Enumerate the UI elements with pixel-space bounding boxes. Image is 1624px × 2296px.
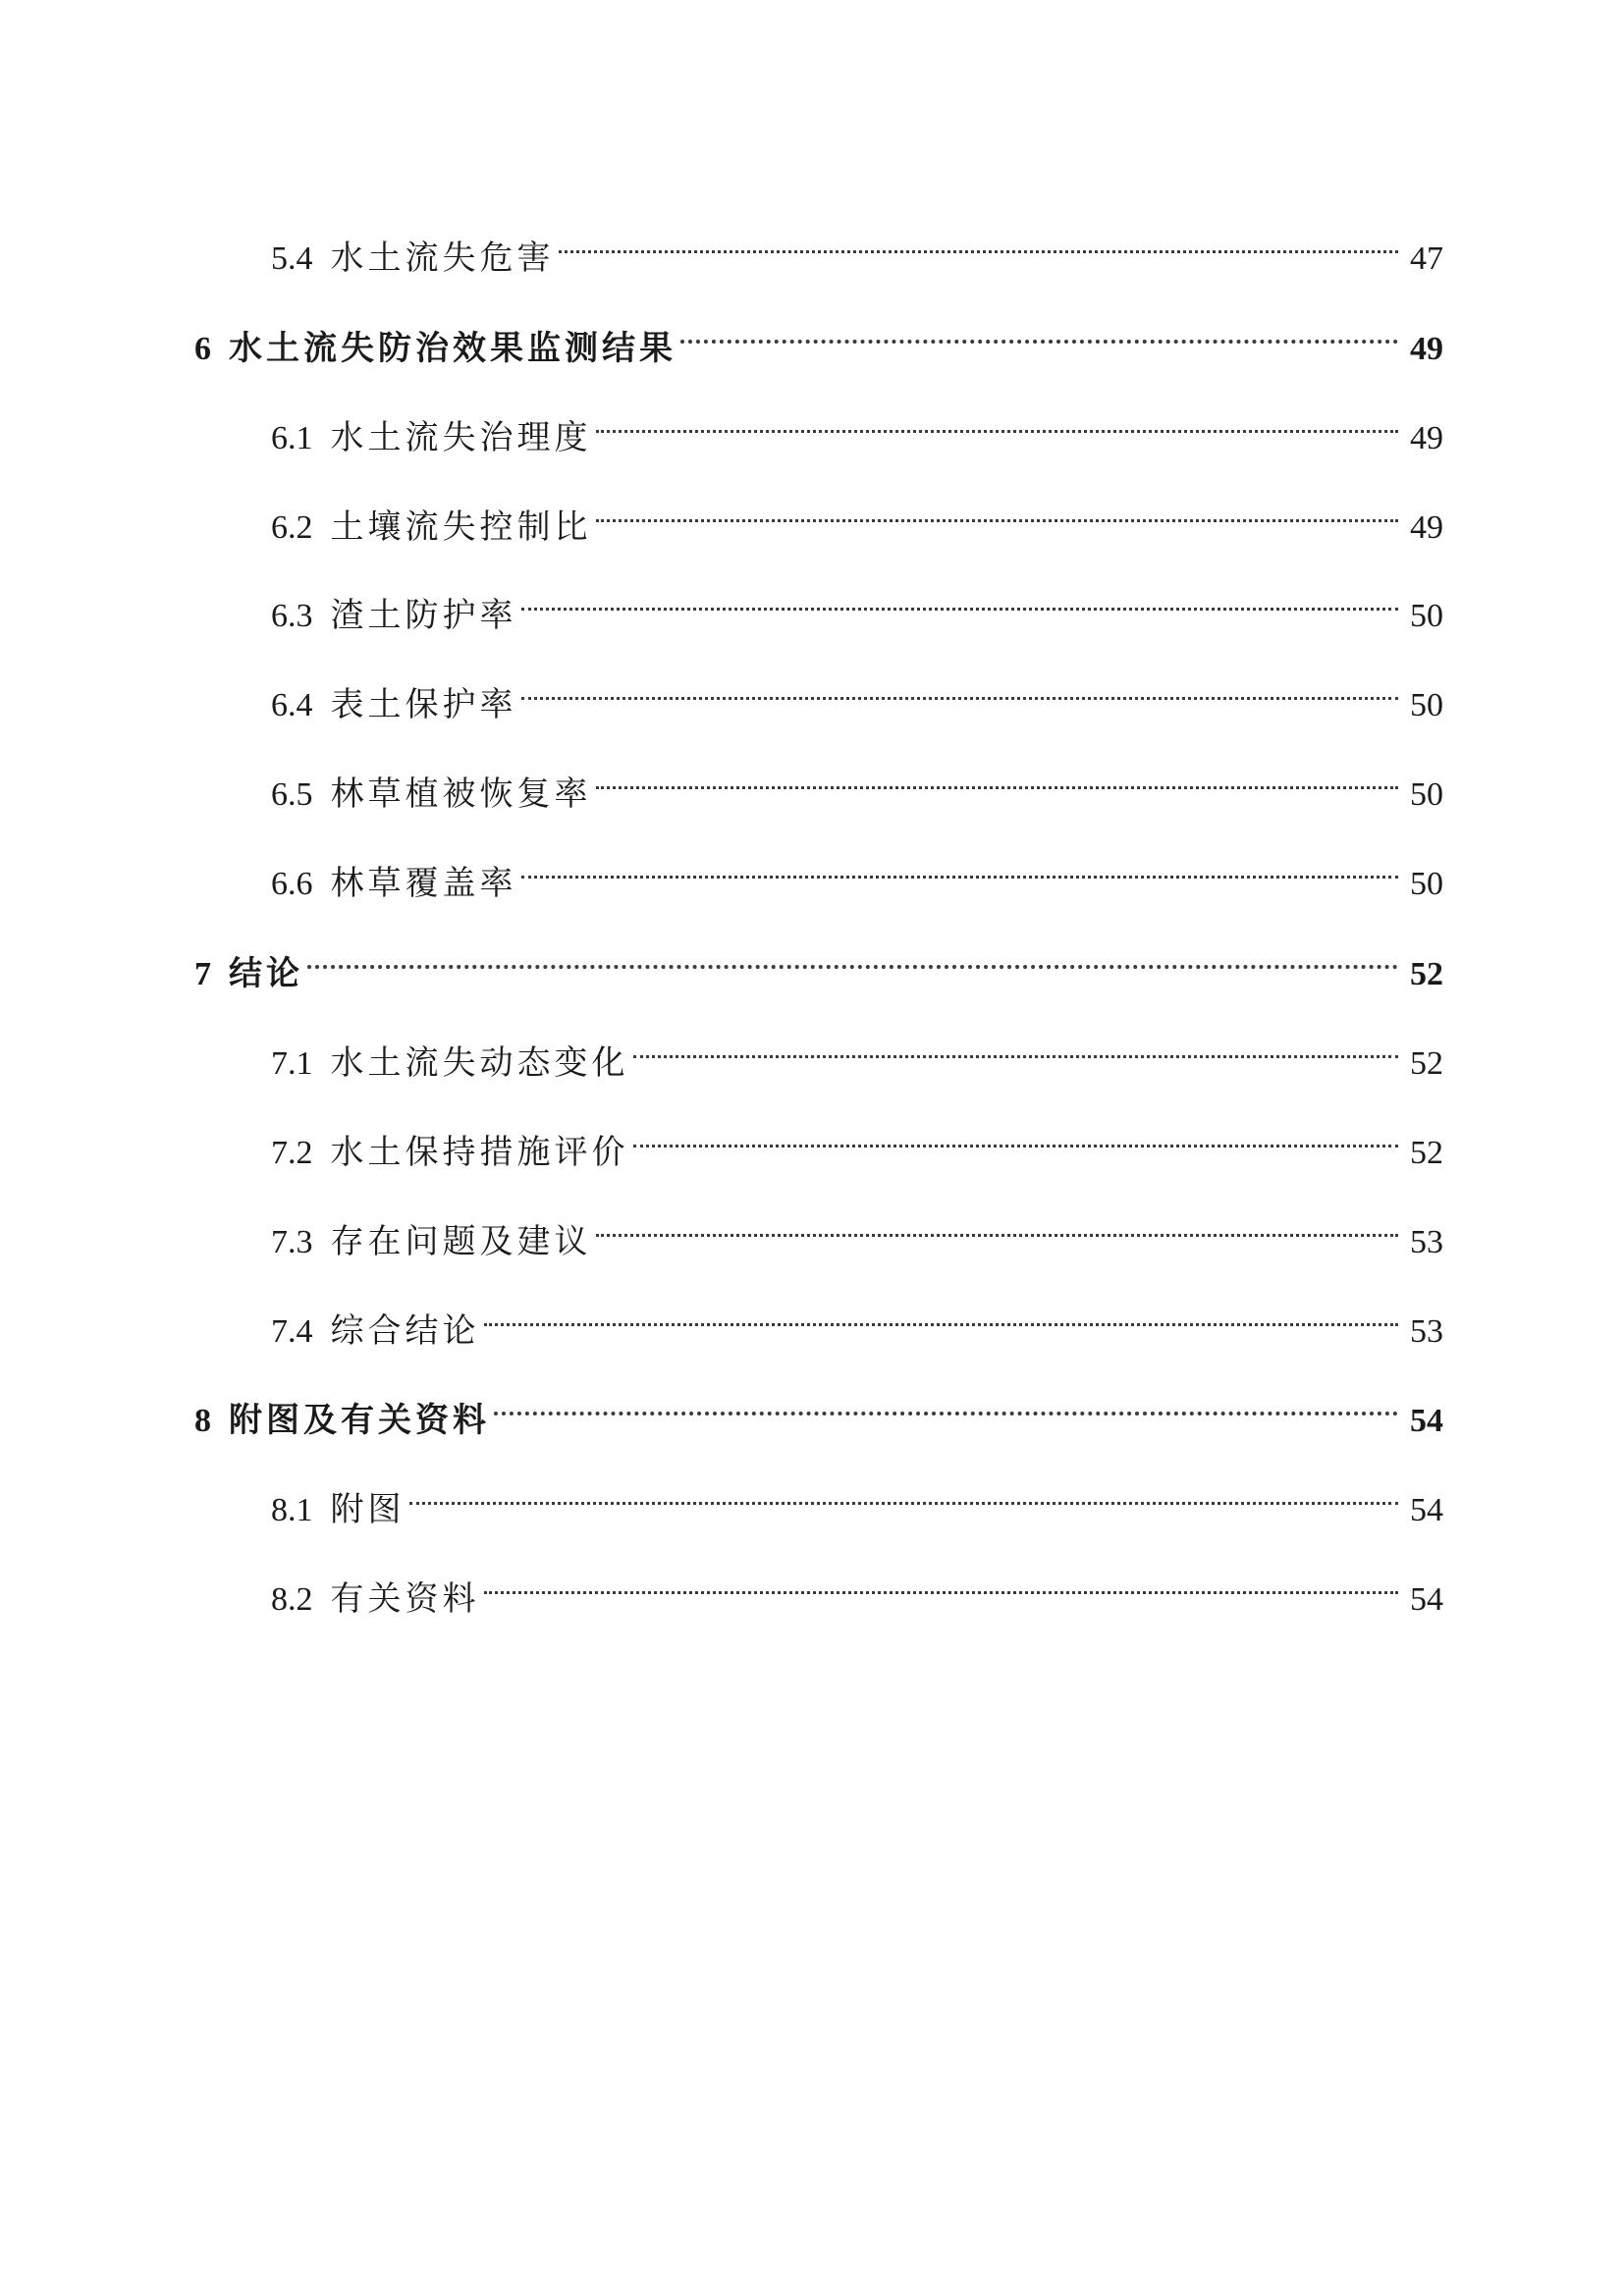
page-number: 49: [1410, 420, 1443, 456]
section-title: 林草植被恢复率: [330, 774, 592, 814]
toc-entry-8-1[interactable]: [271, 1462, 1443, 1529]
page-number: 49: [1410, 331, 1443, 367]
dot-leader: [596, 479, 1399, 538]
section-title: 附图: [330, 1490, 406, 1529]
dot-leader: [521, 835, 1399, 894]
toc-entry-6-5[interactable]: [271, 746, 1443, 814]
section-number: 6.3: [271, 598, 313, 634]
page-number: 53: [1410, 1224, 1443, 1260]
dot-leader: [307, 926, 1398, 985]
dot-leader: [633, 1104, 1399, 1163]
section-number: 5.4: [271, 240, 313, 277]
toc-entry-7[interactable]: [194, 926, 1443, 993]
chapter-number: 7: [194, 956, 211, 992]
section-number: 6.4: [271, 687, 313, 723]
section-title: 水土流失动态变化: [330, 1043, 629, 1083]
toc-entry-7-2[interactable]: [271, 1104, 1443, 1172]
toc-entry-6-2[interactable]: [271, 479, 1443, 547]
dot-leader: [680, 300, 1398, 359]
page-number: 50: [1410, 866, 1443, 902]
section-title: 水土流失治理度: [330, 418, 592, 457]
chapter-title: 附图及有关资料: [229, 1401, 490, 1440]
section-title: 水土流失危害: [330, 239, 555, 278]
section-number: 7.2: [271, 1135, 313, 1171]
section-number: 7.1: [271, 1045, 313, 1082]
section-title: 渣土防护率: [330, 596, 517, 635]
dot-leader: [633, 1015, 1399, 1074]
toc-entry-8-2[interactable]: [271, 1551, 1443, 1619]
dot-leader: [596, 390, 1399, 449]
toc-entry-6-1[interactable]: [271, 390, 1443, 457]
dot-leader: [409, 1462, 1399, 1521]
toc-entry-6-3[interactable]: [271, 567, 1443, 635]
chapter-title: 水土流失防治效果监测结果: [229, 329, 677, 368]
page-number: 49: [1410, 509, 1443, 546]
section-number: 6.1: [271, 420, 313, 456]
section-title: 综合结论: [330, 1311, 480, 1351]
page-number: 50: [1410, 598, 1443, 634]
page-number: 54: [1410, 1403, 1443, 1439]
dot-leader: [596, 1194, 1399, 1253]
page-number: 53: [1410, 1313, 1443, 1350]
dot-leader: [559, 210, 1399, 269]
toc-entry-5-4[interactable]: [271, 210, 1443, 278]
chapter-title: 结论: [229, 954, 303, 993]
section-title: 存在问题及建议: [330, 1222, 592, 1261]
toc-entry-7-4[interactable]: [271, 1283, 1443, 1351]
section-number: 8.1: [271, 1492, 313, 1528]
section-number: 7.4: [271, 1313, 313, 1350]
dot-leader: [484, 1551, 1399, 1610]
section-title: 有关资料: [330, 1579, 480, 1619]
page-number: 52: [1410, 956, 1443, 992]
section-number: 6.5: [271, 776, 313, 813]
section-number: 7.3: [271, 1224, 313, 1260]
toc-entry-6-4[interactable]: [271, 657, 1443, 724]
dot-leader: [521, 657, 1399, 716]
section-number: 8.2: [271, 1581, 313, 1618]
section-title: 水土保持措施评价: [330, 1133, 629, 1172]
section-number: 6.6: [271, 866, 313, 902]
section-number: 6.2: [271, 509, 313, 546]
page-number: 50: [1410, 687, 1443, 723]
section-title: 土壤流失控制比: [330, 507, 592, 547]
dot-leader: [494, 1372, 1398, 1431]
page-number: 50: [1410, 776, 1443, 813]
dot-leader: [596, 746, 1399, 805]
toc-entry-6[interactable]: [194, 300, 1443, 368]
section-title: 林草覆盖率: [330, 864, 517, 903]
toc-entry-8[interactable]: [194, 1372, 1443, 1440]
toc-entry-7-3[interactable]: [271, 1194, 1443, 1261]
page-number: 54: [1410, 1581, 1443, 1618]
dot-leader: [521, 567, 1399, 626]
toc-entry-7-1[interactable]: [271, 1015, 1443, 1083]
chapter-number: 8: [194, 1403, 211, 1439]
toc-entry-6-6[interactable]: [271, 835, 1443, 903]
dot-leader: [484, 1283, 1399, 1342]
section-title: 表土保护率: [330, 685, 517, 724]
chapter-number: 6: [194, 331, 211, 367]
page-number: 47: [1410, 240, 1443, 277]
page-number: 52: [1410, 1045, 1443, 1082]
page-number: 52: [1410, 1135, 1443, 1171]
page-number: 54: [1410, 1492, 1443, 1528]
